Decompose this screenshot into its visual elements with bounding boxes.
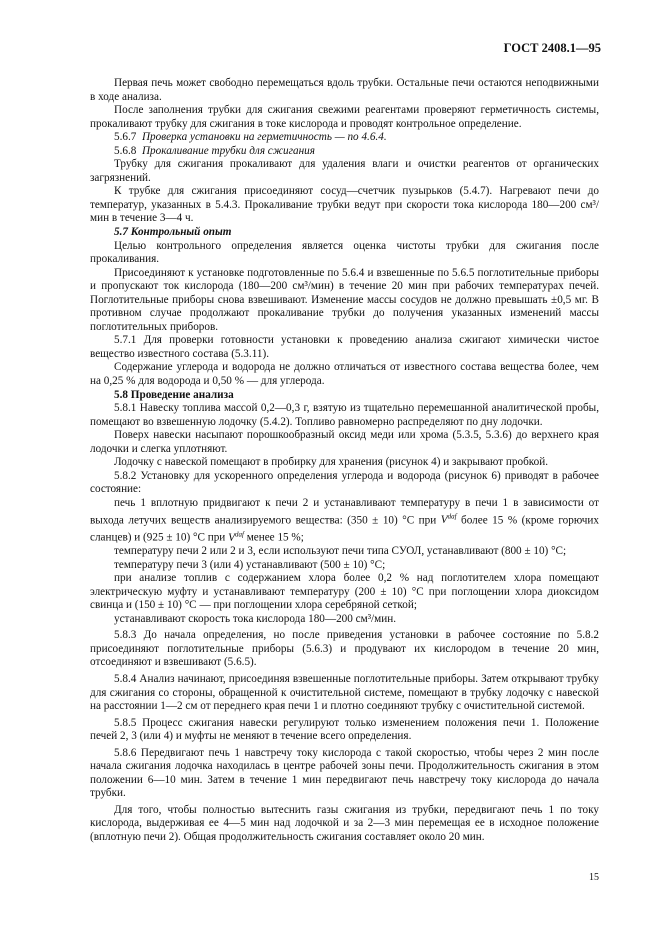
paragraph: 5.8.5 Процесс сжигания навески регулируют только изменением положения печи 1. Положение печей 2, 3 (или 4) и муфты не меняют в течение всего определения. (90, 716, 599, 743)
paragraph: Присоединяют к установке подготовленные по 5.6.4 и взвешенные по 5.6.5 поглотительные приборы и пропускают ток кислорода (180—200 см³/мин) в течение 20 мин при рабочих температурах печей. Поглотительные приборы снова взвешивают. Изменение массы сосудов не должно превышать ±0,5 мг. В противном случае продолжают прокаливание трубки до получения указанных изменений массы поглотительных приборов. (90, 266, 599, 333)
paragraph: Целью контрольного определения является оценка чистоты трубки для сжигания после прокаливания. (90, 239, 599, 266)
paragraph: 5.8.2 Установку для ускоренного определения углерода и водорода (рисунок 6) приводят в рабочее состояние: (90, 469, 599, 496)
text-run: менее 15 %; (243, 531, 304, 544)
paragraph: температуру печи 2 или 2 и 3, если используют печи типа СУОЛ, устанавливают (800 ± 10) °С; (114, 545, 567, 558)
paragraph: 5.8.4 Анализ начинают, присоединяя взвешенные поглотительные приборы. Затем открывают трубку для сжигания со стороны, обращенной к очистительной системе, помещают в трубку лодочку с навеской на расстоянии 1—2 см от переднего края печи 1 и плотно соединяют трубку с очистительной системой. (90, 672, 599, 713)
paragraph: температуру печи 3 (или 4) устанавливают (500 ± 10) °С; (114, 558, 386, 571)
paragraph: устанавливают скорость тока кислорода 180—200 см³/мин. (114, 612, 397, 625)
paragraph: Трубку для сжигания прокаливают для удаления влаги и очистки реагентов от органических загрязнений. (90, 158, 599, 184)
clause-5-6-8 (90, 145, 599, 159)
volatile-symbol-2: $V^{daf}$ (228, 529, 244, 544)
paragraph: Поверх навески насыпают порошкообразный оксид меди или хрома (5.3.5, 5.3.6) до верхнего края лодочки и слегка уплотняют. (90, 429, 599, 455)
paragraph: 5.8.1 Навеску топлива массой 0,2—0,3 г, взятую из тщательно перемешанной аналитической пробы, помещают во взвешенную лодочку (5.4.2). Топливо равномерно распределяют по дну лодочки. (90, 402, 599, 428)
paragraph: 5.7.1 Для проверки готовности установки к проведению анализа сжигают химически чистое вещество известного состава (5.3.11). (90, 334, 599, 360)
page-number: 15 (589, 872, 599, 883)
paragraph: Содержание углерода и водорода не должно отличаться от известного состава вещества более, чем на 0,25 % для водорода и 0,50 % — для углерода. (90, 361, 599, 388)
clause-number: 5.6.7 (114, 131, 137, 144)
text-run: более 15 % (кроме горючих сланцев) и (925 ± 10) °С при (90, 514, 599, 544)
paragraph: После заполнения трубки для сжигания свежими реагентами проверяют герметичность системы, прокаливают трубку для сжигания в токе кислорода и проводят контрольное определение. (90, 104, 599, 130)
paragraph: 5.8.6 Передвигают печь 1 навстречу току кислорода с такой скоростью, чтобы через 2 мин после начала сжигания лодочка находилась в центре рабочей зоны печи. Продолжительность сжигания в этом положении 6—10 мин. Затем в течение 1 мин передвигают печь навстречу току кислорода до начала трубки. (90, 746, 599, 800)
paragraph: Для того, чтобы полностью вытеснить газы сжигания из трубки, передвигают печь 1 по току кислорода, выдерживая ее 4—5 мин над лодочкой и за 2—3 мин перемещая ее в исходное положение (вплотную печи 2). Общая продолжительность сжигания составляет около 20 мин. (90, 803, 599, 843)
clause-number: 5.6.8 (114, 144, 137, 157)
text-run: печь 1 вплотную придвигают к печи 2 и устанавливают температуру в печи 1 в зависимости от выхода летучих веществ анализируемого вещества: (350 ± 10) °С при (90, 496, 599, 527)
section-heading-5-7: 5.7 Контрольный опыт (114, 226, 232, 239)
paragraph: Первая печь может свободно перемещаться вдоль трубки. Остальные печи остаются неподвижными в ходе анализа. (90, 77, 599, 103)
volatile-symbol: $V^{daf}$ (440, 512, 457, 527)
document-code: ГОСТ 2408.1—95 (503, 41, 601, 55)
page-body (90, 77, 599, 845)
section-heading-5-8: 5.8 Проведение анализа (114, 388, 234, 401)
paragraph: К трубке для сжигания присоединяют сосуд—счетчик пузырьков (5.4.7). Нагревают печи до температур, указанных в 5.4.3. Прокаливание трубки ведут при скорости тока кислорода 180—200 см³/мин в течение 3—4 ч. (90, 185, 599, 225)
paragraph: при анализе топлив с содержанием хлора более 0,2 % над поглотителем хлора помещают электрическую муфту и устанавливают температуру (200 ± 10) °С при поглощении хлора диоксидом свинца и (150 ± 10) °С — при поглощении хлора серебряной сеткой; (90, 572, 599, 612)
clause-5-6-7 (90, 131, 599, 145)
clause-title: Прокаливание трубки для сжигания (141, 144, 315, 157)
clause-title: Проверка установки на герметичность — по 4.6.4. (141, 131, 387, 144)
paragraph-furnace-1 (90, 497, 599, 545)
paragraph: Лодочку с навеской помещают в пробирку для хранения (рисунок 4) и закрывают пробкой. (114, 456, 549, 469)
paragraph: 5.8.3 До начала определения, но после приведения установки в рабочее состояние по 5.8.2 присоединяют поглотительные приборы (5.6.3) и продувают их кислородом в течение 20 мин, отсоединяют и взвешивают (5.6.5). (90, 629, 599, 669)
